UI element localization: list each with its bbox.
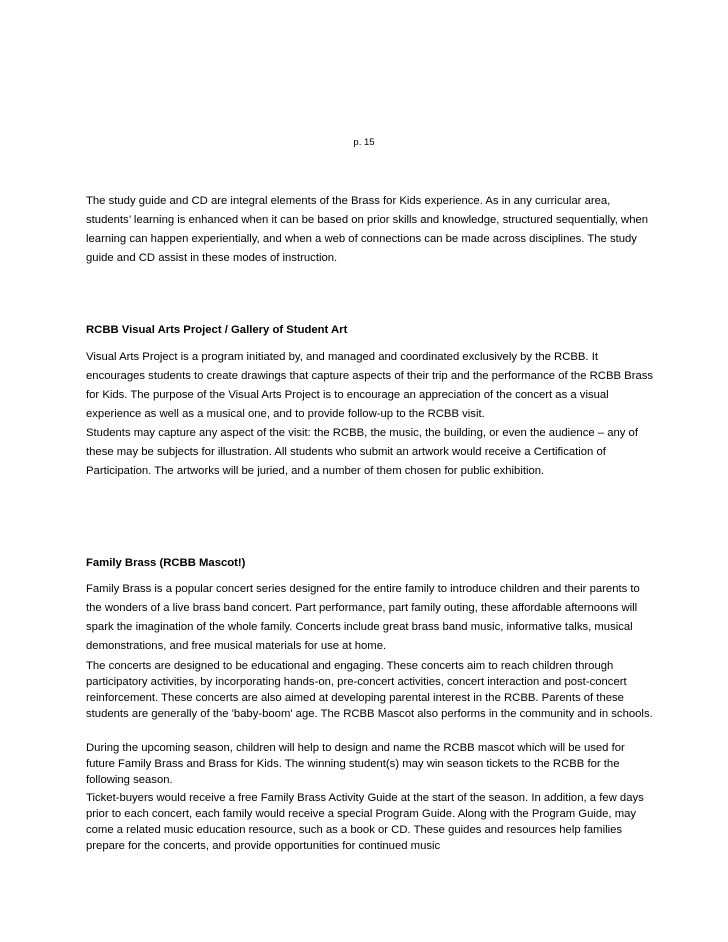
- family-brass-paragraph-1: Family Brass is a popular concert series designed for the entire family to introduce children and their parents to the wonders of a live brass band concert. Part performance, part family outing, these affordable afternoons will spark the imagination of the whole family. Concerts include great brass band music, informative talks, musical demonstrations, and free musical materials for use at home.: [86, 583, 640, 652]
- page-number: p. 15: [353, 137, 375, 148]
- visual-arts-heading: RCBB Visual Arts Project / Gallery of Student Art: [86, 324, 348, 336]
- visual-arts-paragraph-2: Students may capture any aspect of the visit: the RCBB, the music, the building, or even the audience – any of these may be subjects for illustration. All students who submit an artwork would receive a Certification of Participation. The artworks will be juried, and a number of them chosen for public exhibition.: [86, 427, 638, 477]
- visual-arts-paragraph-1: Visual Arts Project is a program initiated by, and managed and coordinated exclusively by the RCBB. It encourages students to create drawings that capture aspects of their trip and the performance of the RCBB Brass for Kids. The purpose of the Visual Arts Project is to encourage an appreciation of the concert as a visual experience as well as a musical one, and to provide follow-up to the RCBB visit.: [86, 351, 654, 420]
- family-brass-paragraph-4: Ticket-buyers would receive a free Family Brass Activity Guide at the start of the season. In addition, a few days prior to each concert, each family would receive a special Program Guide. Along with the Program Guide, may come a related music education resource, such as a book or CD. These guides and resources help families prepare for the concerts, and provide opportunities for continued music: [86, 792, 644, 852]
- family-brass-paragraph-3: During the upcoming season, children will help to design and name the RCBB mascot which will be used for future Family Brass and Brass for Kids. The winning student(s) may win season tickets to the RCBB for the following season.: [86, 742, 625, 786]
- family-brass-paragraph-2: The concerts are designed to be educational and engaging. These concerts aim to reach children through participatory activities, by incorporating hands-on, pre-concert activities, concert interaction and post-concert reinforcement. These concerts are also aimed at developing parental interest in the RCBB. Parents of these students are generally of the 'baby-boom' age. The RCBB Mascot also performs in the community and in schools.: [86, 660, 653, 720]
- family-brass-heading: Family Brass (RCBB Mascot!): [86, 557, 246, 569]
- intro-paragraph: The study guide and CD are integral elements of the Brass for Kids experience. As in any curricular area, students’ learning is enhanced when it can be based on prior skills and knowledge, structured sequentially, when learning can happen experientially, and when a web of connections can be made across disciplines. The study guide and CD assist in these modes of instruction.: [86, 195, 649, 264]
